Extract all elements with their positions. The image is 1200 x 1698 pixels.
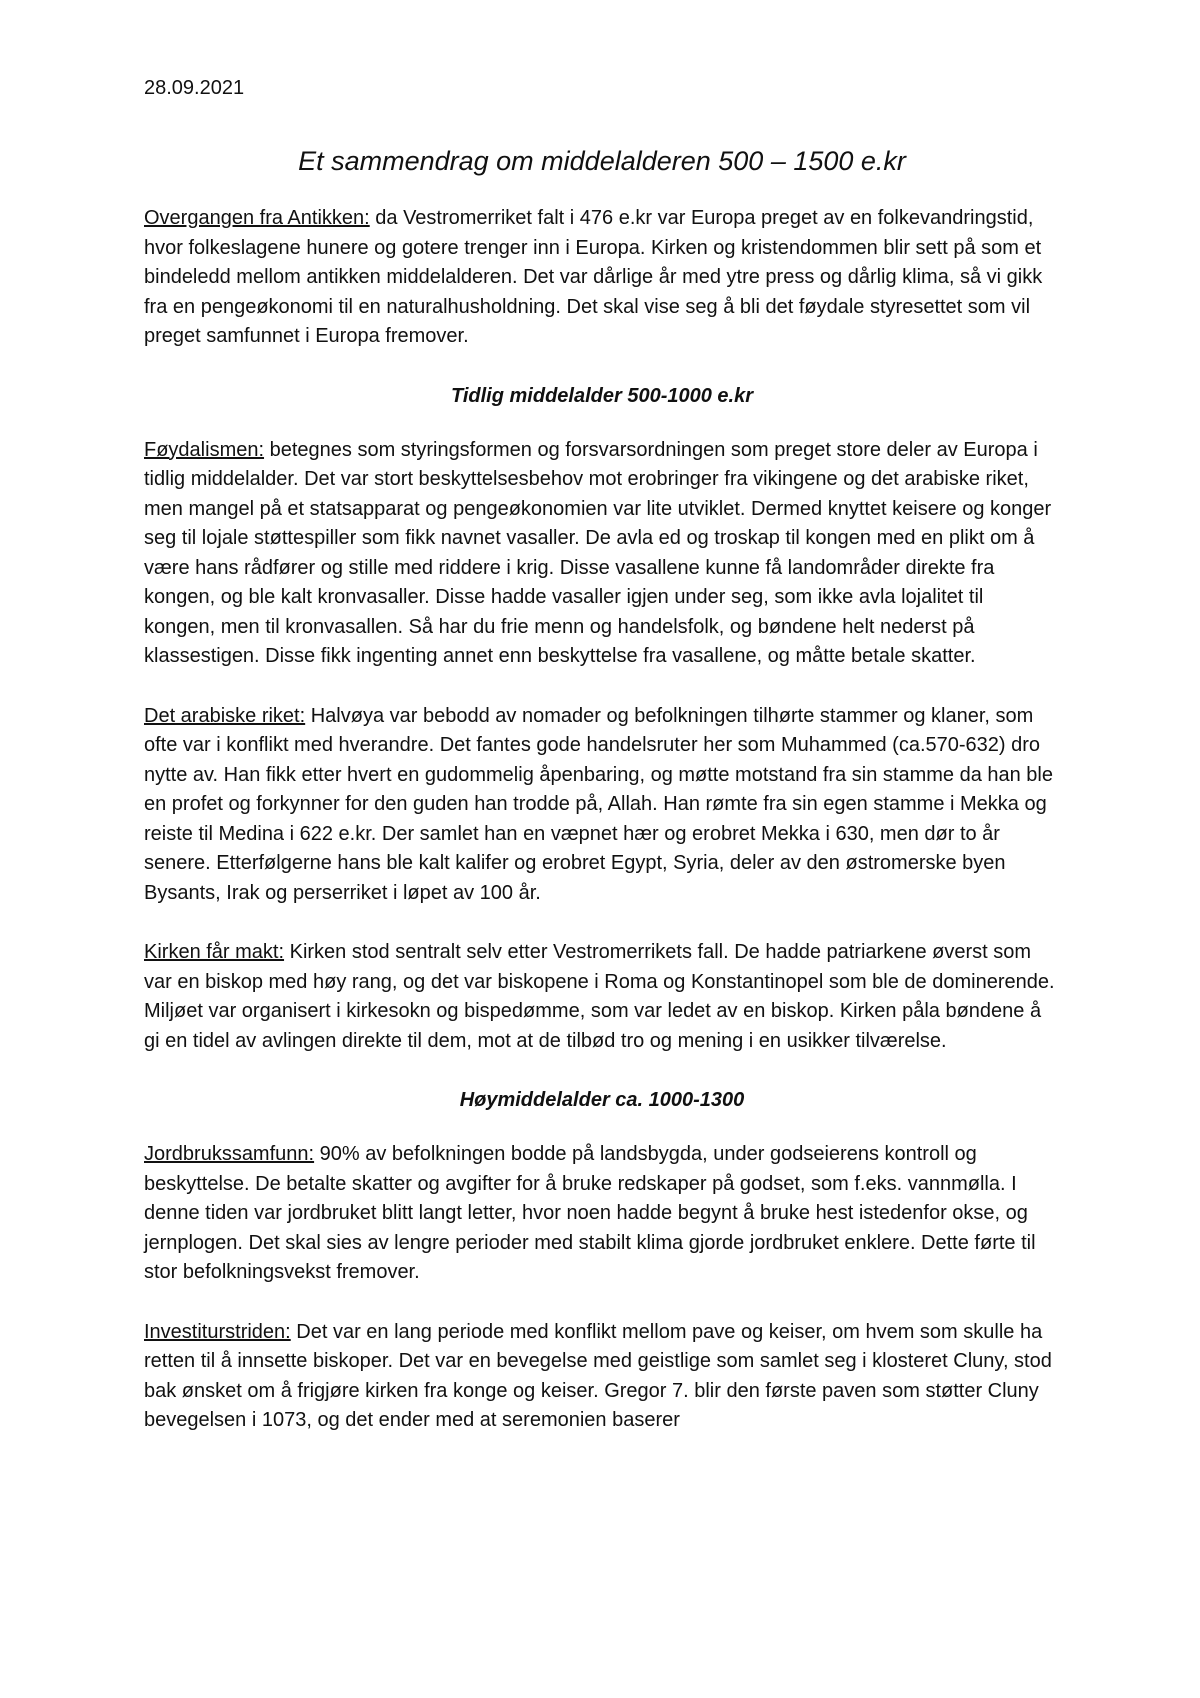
paragraph-arabic-empire — [144, 702, 1060, 909]
paragraph-term: Føydalismen: — [144, 438, 265, 461]
paragraph-feudalism — [144, 436, 1060, 672]
paragraph-church-power — [144, 938, 1060, 1056]
paragraph-text: 90% av befolkningen bodde på landsbygda, under godseierens kontroll og beskyttelse. De betalte skatter og avgifter for å bruke redskaper på godset, som f.eks. vannmølla. I denne tiden var jordbruket blitt langt letter, hvor noen hadde begynt å bruke hest istedenfor okse, og jernplogen. Det skal sies av lengre perioder med stabilt klima gjorde jordbruket enklere. Dette førte til stor befolkningsvekst fremover. — [144, 1143, 1036, 1283]
paragraph-investiture-controversy — [144, 1318, 1060, 1436]
paragraph-text: Halvøya var bebodd av nomader og befolkningen tilhørte stammer og klaner, som ofte var i konflikt med hverandre. Det fantes gode handelsruter her som Muhammed (ca.570-632) dro nytte av. Han fikk etter hvert en gudommelig åpenbaring, og møtte motstand fra sin stamme da han ble en profet og forkynner for den guden han trodde på, Allah. Han rømte fra sin egen stamme i Mekka og reiste til Medina i 622 e.kr. Der samlet han en væpnet hær og erobret Mekka i 630, men dør to år senere. Etterfølgerne hans ble kalt kalifer og erobret Egypt, Syria, deler av den østromerske byen Bysants, Irak og perserriket i løpet av 100 år. — [144, 704, 1053, 904]
paragraph-term: Investiturstriden: — [144, 1320, 291, 1343]
paragraph-text: Kirken stod sentralt selv etter Vestromerrikets fall. De hadde patriarkene øverst som var en biskop med høy rang, og det var biskopene i Roma og Konstantinopel som ble de dominerende. Miljøet var organisert i kirkesokn og bispedømme, som var ledet av en biskop. Kirken påla bøndene å gi en tidel av avlingen direkte til dem, mot at de tilbød tro og mening i en usikker tilværelse. — [144, 941, 1055, 1052]
paragraph-text: Det var en lang periode med konflikt mellom pave og keiser, om hvem som skulle ha retten til å innsette biskoper. Det var en bevegelse med geistlige som samlet seg i klosteret Cluny, stod bak ønsket om å frigjøre kirken fra konge og keiser. Gregor 7. blir den første paven som støtter Cluny bevegelsen i 1073, og det ender med at seremonien baserer — [144, 1320, 1052, 1431]
paragraph-agrarian-society — [144, 1140, 1060, 1288]
document-title: Et sammendrag om middelalderen 500 – 1500 e.kr — [298, 146, 906, 176]
document-date: 28.09.2021 — [144, 77, 245, 99]
paragraph-term: Jordbrukssamfunn: — [144, 1143, 315, 1165]
section-heading-early-middle-ages: Tidlig middelalder 500-1000 e.kr — [451, 384, 753, 407]
paragraph-text: betegnes som styringsformen og forsvarsordningen som preget store deler av Europa i tidlig middelalder. Det var stort beskyttelsesbehov mot erobringer fra vikingene og det arabiske riket, men mangel på et statsapparat og pengeøkonomien var lite utviklet. Dermed knyttet keisere og konger seg til lojale støttespiller som fikk navnet vasaller. De avla ed og troskap til kongen med en plikt om å være hans rådfører og stille med riddere i krig. Disse vasallene kunne få landområder direkte fra kongen, og ble kalt kronvasaller. Disse hadde vasaller igjen under seg, som ikke avla lojalitet til kongen, men til kronvasallen. Så har du frie menn og handelsfolk, og bøndene helt nederst på klassestigen. Disse fikk ingenting annet enn beskyttelse fra vasallene, og måtte betale skatter. — [144, 438, 1052, 667]
paragraph-term: Det arabiske riket: — [144, 704, 306, 727]
paragraph-intro — [144, 204, 1060, 352]
paragraph-term: Overgangen fra Antikken: — [144, 207, 370, 229]
section-heading-high-middle-ages: Høymiddelalder ca. 1000-1300 — [459, 1089, 745, 1111]
paragraph-text: da Vestromerriket falt i 476 e.kr var Europa preget av en folkevandringstid, hvor folkeslagene hunere og gotere trenger inn i Europa. Kirken og kristendommen blir sett på som et bindeledd mellom antikken middelalderen. Det var dårlige år med ytre press og dårlig klima, så vi gikk fra en pengeøkonomi til en naturalhusholdning. Det skal vise seg å bli det føydale styresettet som vil preget samfunnet i Europa fremover. — [144, 207, 1043, 347]
paragraph-term: Kirken får makt: — [144, 941, 285, 963]
